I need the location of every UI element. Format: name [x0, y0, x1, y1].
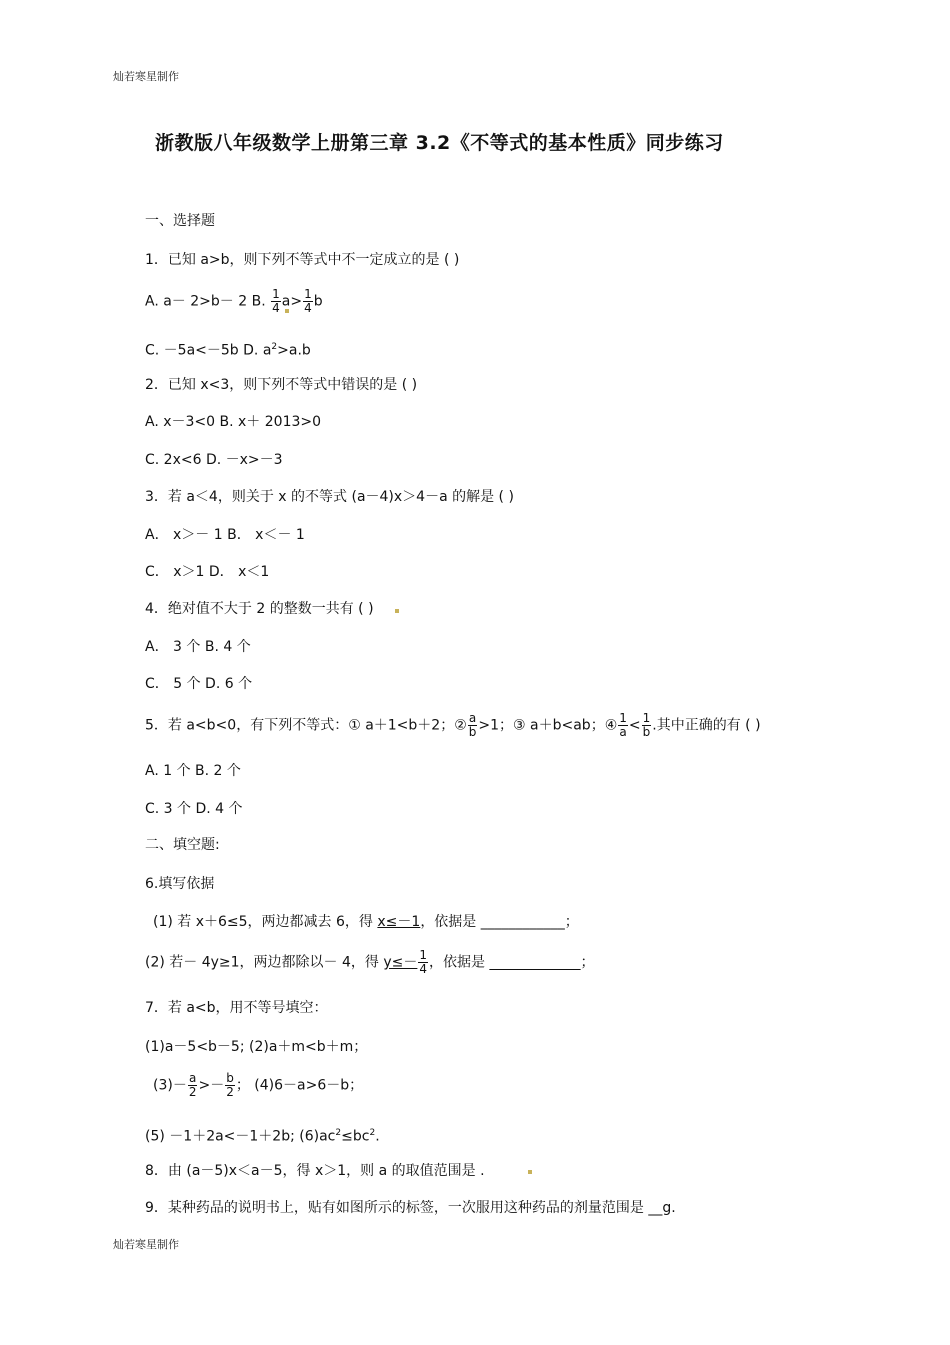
- q4-stem: 4．绝对值不大于 2 的整数一共有 ( ): [145, 601, 374, 617]
- section-heading-choice: 一、选择题: [145, 213, 215, 229]
- fraction: [618, 712, 628, 739]
- q7-l2-a: (3)－: [153, 1077, 187, 1094]
- numerator: 1: [642, 711, 651, 725]
- q2-options-ab: A. x－3<0 B. x＋ 2013>0: [145, 414, 322, 430]
- scan-artifact: [395, 609, 399, 613]
- denominator: 4: [419, 962, 428, 976]
- q1-ab-mid: a>: [281, 293, 303, 310]
- fraction: [642, 712, 652, 739]
- q6-l1-post: ，依据是 ____________；: [420, 914, 579, 930]
- page-title: 浙教版八年级数学上册第三章 3.2《不等式的基本性质》同步练习: [155, 132, 724, 154]
- q2-options-cd: C. 2x<6 D. －x>－3: [145, 452, 283, 468]
- q7-line3: [145, 1124, 380, 1146]
- denominator: 4: [304, 301, 312, 315]
- q9-stem: 9．某种药品的说明书上，贴有如图所示的标签，一次服用这种药品的剂量范围是 __g.: [145, 1200, 676, 1216]
- numerator: a: [468, 711, 477, 725]
- q2-stem: 2．已知 x<3，则下列不等式中错误的是 ( ): [145, 377, 418, 393]
- q5-options-ab: A. 1 个 B. 2 个: [145, 763, 241, 779]
- q1-ab-tail: b: [313, 293, 323, 310]
- q7-l3-a: (5) －1＋2a<－1＋2b; (6)ac: [145, 1128, 336, 1145]
- numerator: 1: [619, 711, 627, 725]
- q1-ab-prefix: A. a－ 2>b－ 2 B.: [145, 293, 271, 310]
- q1-cd-post: >a.b: [277, 342, 311, 359]
- numerator: 1: [419, 948, 428, 962]
- exponent: 2: [335, 1128, 342, 1138]
- q1-options-ab: [145, 288, 323, 315]
- q6-l2-post: ，依据是 _____________；: [429, 954, 595, 971]
- q1-options-cd: [145, 338, 311, 360]
- fraction: [418, 949, 428, 976]
- numerator: a: [188, 1071, 197, 1085]
- q4-options-ab: A． 3 个 B. 4 个: [145, 639, 251, 655]
- numerator: b: [226, 1071, 234, 1085]
- q5-part3: <: [628, 717, 641, 734]
- numerator: 1: [304, 287, 312, 301]
- q6-line1: [153, 913, 579, 931]
- q5-part1: 5．若 a<b<0，有下列不等式：① a＋1<b＋2；②: [145, 717, 467, 734]
- fraction: [303, 288, 313, 315]
- denominator: 2: [188, 1085, 197, 1099]
- scan-artifact: [528, 1170, 532, 1174]
- q7-l2-b: >－: [198, 1077, 225, 1094]
- fraction: [271, 288, 281, 315]
- section-heading-fill: 二、填空题:: [145, 837, 220, 853]
- q4-options-cd: C． 5 个 D. 6 个: [145, 676, 253, 692]
- q3-options-cd: C． x＞1 D． x＜1: [145, 564, 270, 580]
- numerator: 1: [272, 287, 280, 301]
- q1-stem: 1．已知 a>b，则下列不等式中不一定成立的是 ( ): [145, 252, 460, 268]
- q6-head: 6.填写依据: [145, 876, 215, 892]
- exponent: 2: [271, 342, 278, 352]
- q7-line2: [153, 1072, 363, 1099]
- q7-l3-c: .: [375, 1128, 380, 1145]
- q1-cd-pre: C. －5a<－5b D. a: [145, 342, 272, 359]
- q6-line2: [145, 949, 594, 976]
- q6-l2-pre: (2) 若－ 4y≥1，两边都除以－ 4，得: [145, 954, 384, 971]
- q7-l3-b: ≤bc: [341, 1128, 370, 1145]
- q5-options-cd: C. 3 个 D. 4 个: [145, 801, 243, 817]
- denominator: b: [642, 725, 651, 739]
- header-watermark-top: 灿若寒星制作: [113, 70, 179, 83]
- exponent: 2: [369, 1128, 376, 1138]
- q6-l1-answer: x≤－1: [377, 914, 421, 930]
- q5-part4: .其中正确的有 ( ): [652, 717, 761, 734]
- q5-stem: [145, 712, 761, 739]
- q5-part2: >1；③ a＋b<ab；④: [478, 717, 618, 734]
- q7-l2-c: ； (4)6－a>6－b；: [235, 1077, 364, 1094]
- q6-l2-answer: y≤－: [383, 954, 418, 971]
- q6-l1-pre: (1) 若 x＋6≤5，两边都减去 6，得: [153, 914, 378, 930]
- header-watermark-bottom: 灿若寒星制作: [113, 1238, 179, 1251]
- denominator: a: [619, 725, 627, 739]
- scan-artifact: [285, 309, 289, 313]
- q8-stem: 8．由 (a－5)x＜a－5，得 x＞1，则 a 的取值范围是 .: [145, 1163, 485, 1179]
- denominator: 2: [226, 1085, 234, 1099]
- q3-stem: 3．若 a＜4，则关于 x 的不等式 (a－4)x＞4－a 的解是 ( ): [145, 489, 514, 505]
- fraction: [225, 1072, 235, 1099]
- q7-head: 7．若 a<b，用不等号填空：: [145, 1000, 328, 1016]
- fraction: [468, 712, 478, 739]
- fraction: [188, 1072, 198, 1099]
- denominator: b: [468, 725, 477, 739]
- q7-line1: (1)a－5<b－5; (2)a＋m<b＋m；: [145, 1039, 368, 1055]
- denominator: 4: [272, 301, 280, 315]
- q3-options-ab: A． x＞－ 1 B． x＜－ 1: [145, 527, 305, 543]
